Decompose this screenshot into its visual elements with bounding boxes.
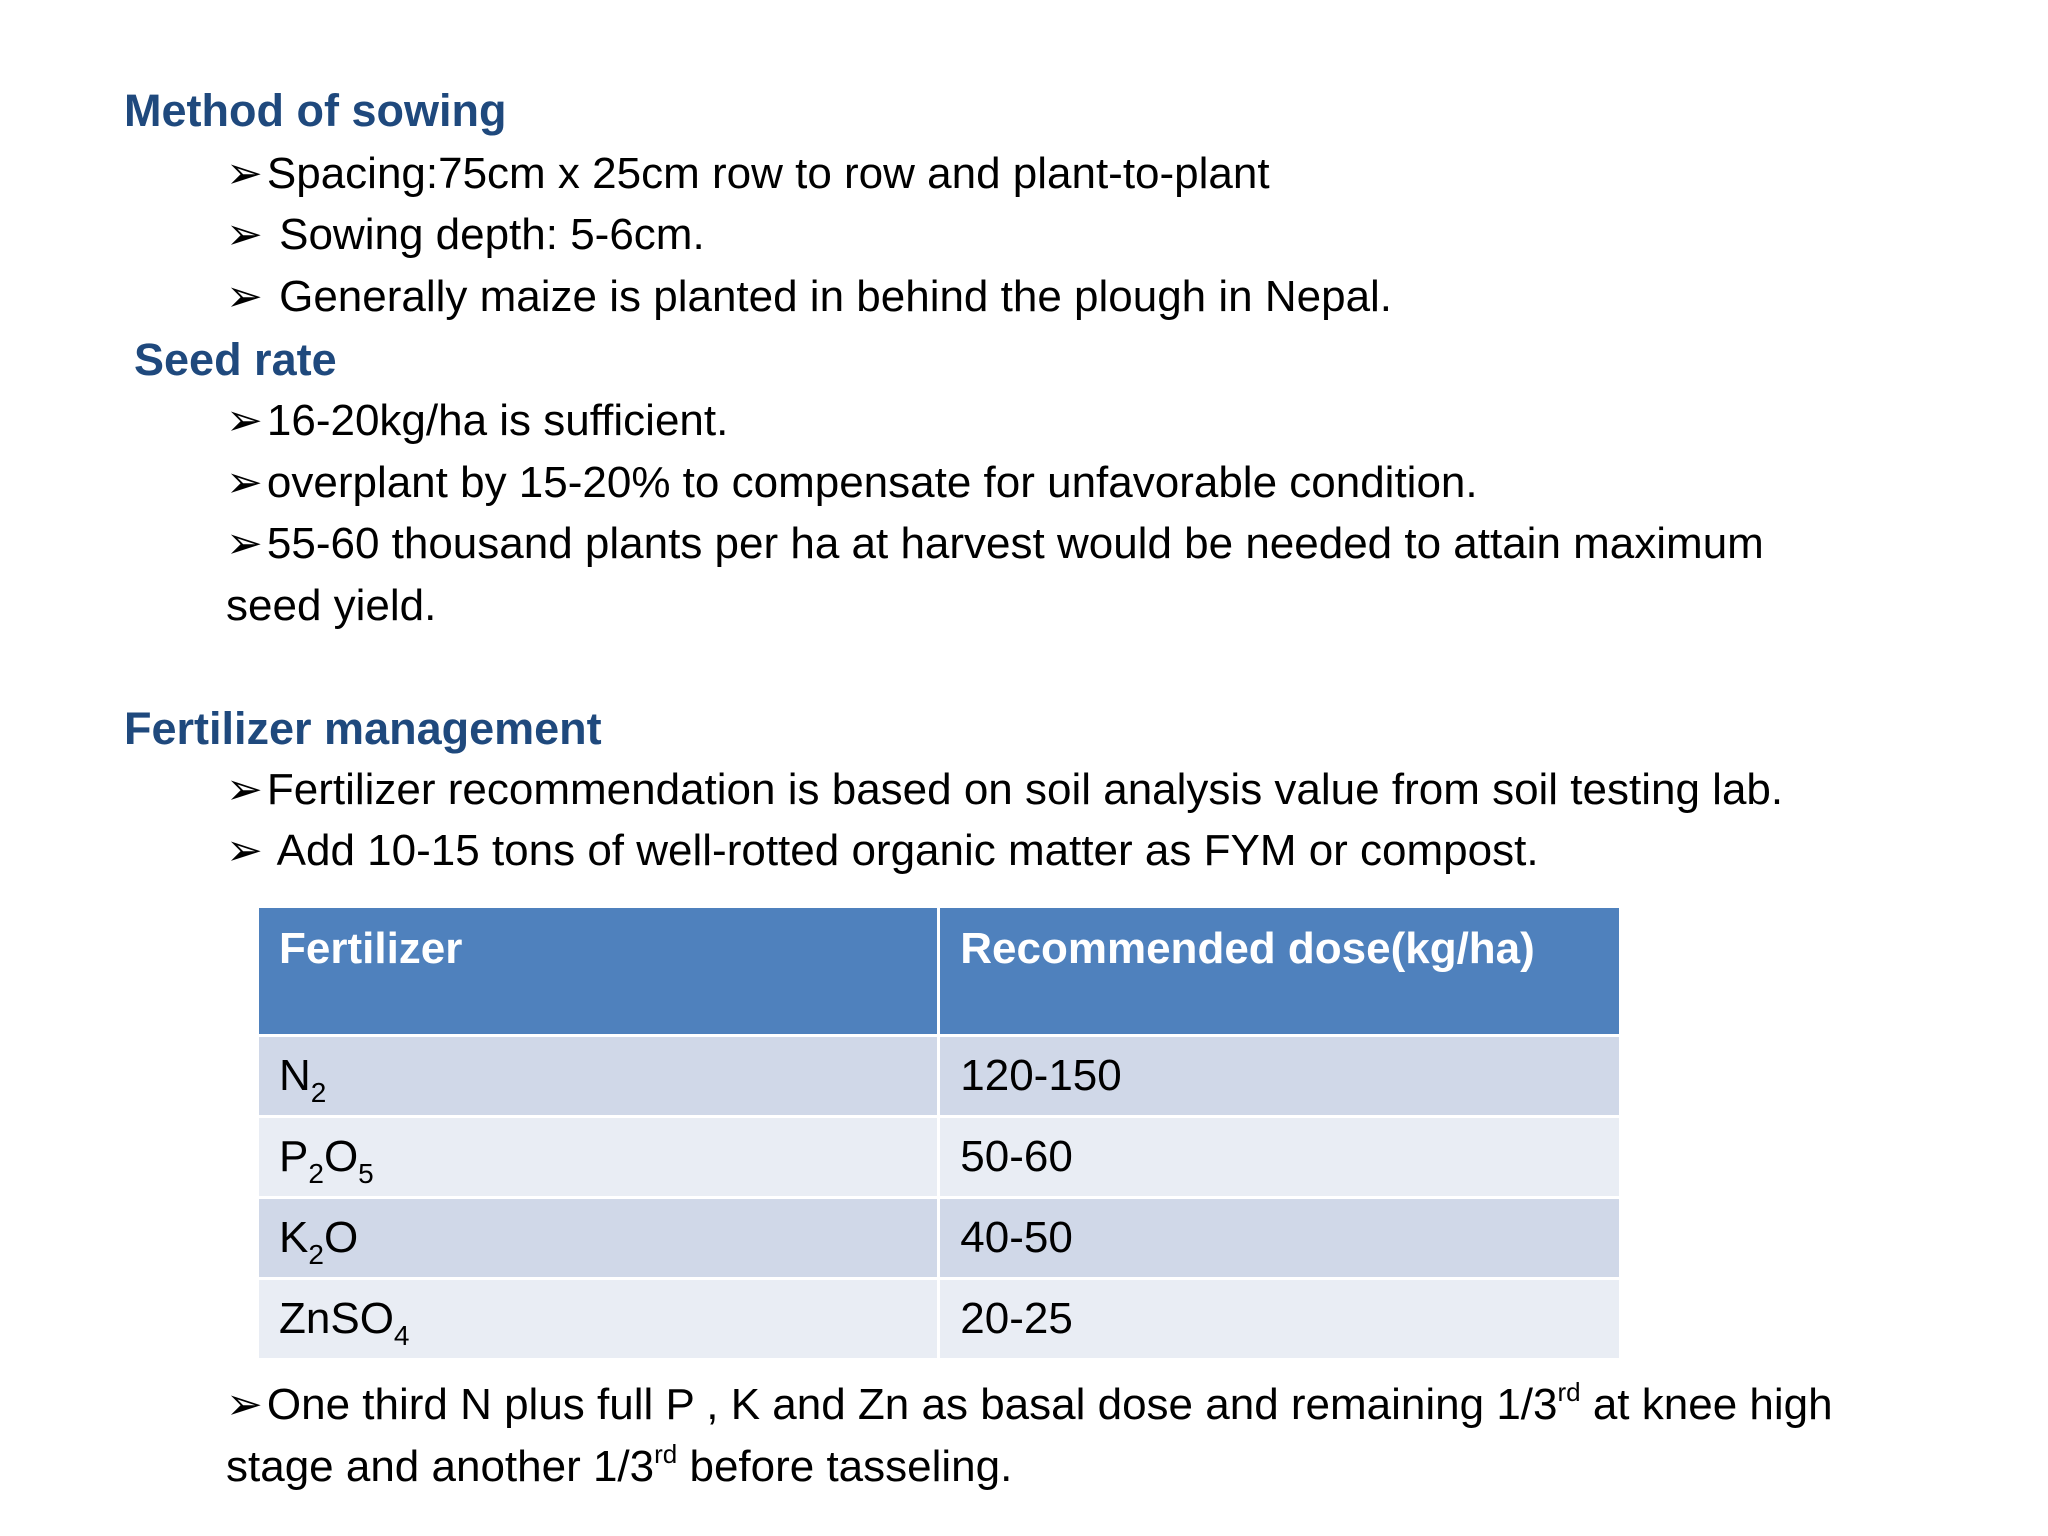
fertilizer-cell: $K_2O$ [258,1198,939,1279]
bullet-text: stage and another 1/3 [226,1442,655,1491]
bullet-text: 16-20kg/ha is sufficient. [266,396,729,445]
dose-cell: 120-150 [939,1036,1621,1117]
bullet-text: Sowing depth: 5-6cm. [266,210,705,259]
fertilizer-cell: $N_2$ [258,1036,939,1117]
bullet-application-schedule [226,1377,1833,1429]
heading-method-of-sowing: Method of sowing [124,85,507,136]
bullet-sowing-depth [226,210,705,259]
bullet-plants-per-ha [226,519,1764,568]
table-row [258,1036,1621,1117]
ordinal-suffix: rd [654,1439,678,1469]
dose-cell: 40-50 [939,1198,1621,1279]
table-row [258,1117,1621,1198]
arrow-bullet-icon: ➢ [226,210,263,259]
arrow-bullet-icon: ➢ [226,1380,263,1429]
bullet-text: overplant by 15-20% to compensate for unfavorable condition. [266,458,1478,507]
column-header-dose: Recommended dose(kg/ha) [939,907,1621,1036]
heading-seed-rate: Seed rate [134,334,337,385]
dose-cell: 20-25 [939,1279,1621,1360]
bullet-planting [226,272,1393,321]
fertilizer-cell: $P_2O_5$ [258,1117,939,1198]
column-header-fertilizer: Fertilizer [258,907,939,1036]
arrow-bullet-icon: ➢ [226,272,263,321]
bullet-spacing [226,149,1270,198]
bullet-text: Spacing:75cm x 25cm row to row and plant-to-plant [266,149,1270,198]
table-row [258,1279,1621,1360]
bullet-text: 55-60 thousand plants per ha at harvest would be needed to attain maximum [266,519,1764,568]
bullet-organic-matter [226,826,1539,875]
table-header-row [258,907,1621,1036]
arrow-bullet-icon: ➢ [226,519,263,568]
bullet-application-continuation [226,1439,1013,1491]
arrow-bullet-icon: ➢ [226,396,263,445]
bullet-text: One third N plus full P , K and Zn as basal dose and remaining 1/3 [266,1380,1558,1429]
bullet-seed-quantity [226,396,729,445]
bullet-continuation: seed yield. [226,581,437,630]
ordinal-suffix: rd [1557,1377,1581,1407]
fertilizer-table [256,905,1622,1361]
bullet-text: Generally maize is planted in behind the plough in Nepal. [266,272,1393,321]
bullet-text: at knee high [1580,1380,1833,1429]
arrow-bullet-icon: ➢ [226,826,263,875]
arrow-bullet-icon: ➢ [226,149,263,198]
bullet-text: Add 10-15 tons of well-rotted organic matter as FYM or compost. [266,826,1539,875]
fertilizer-cell: ZnSO$_4$ [258,1279,939,1360]
heading-fertilizer-management: Fertilizer management [124,703,602,754]
bullet-text: Fertilizer recommendation is based on soil analysis value from soil testing lab. [266,765,1784,814]
dose-cell: 50-60 [939,1117,1621,1198]
bullet-recommendation [226,765,1784,814]
arrow-bullet-icon: ➢ [226,765,263,814]
arrow-bullet-icon: ➢ [226,458,263,507]
bullet-overplant [226,458,1478,507]
bullet-text: before tasseling. [677,1442,1013,1491]
table-row [258,1198,1621,1279]
